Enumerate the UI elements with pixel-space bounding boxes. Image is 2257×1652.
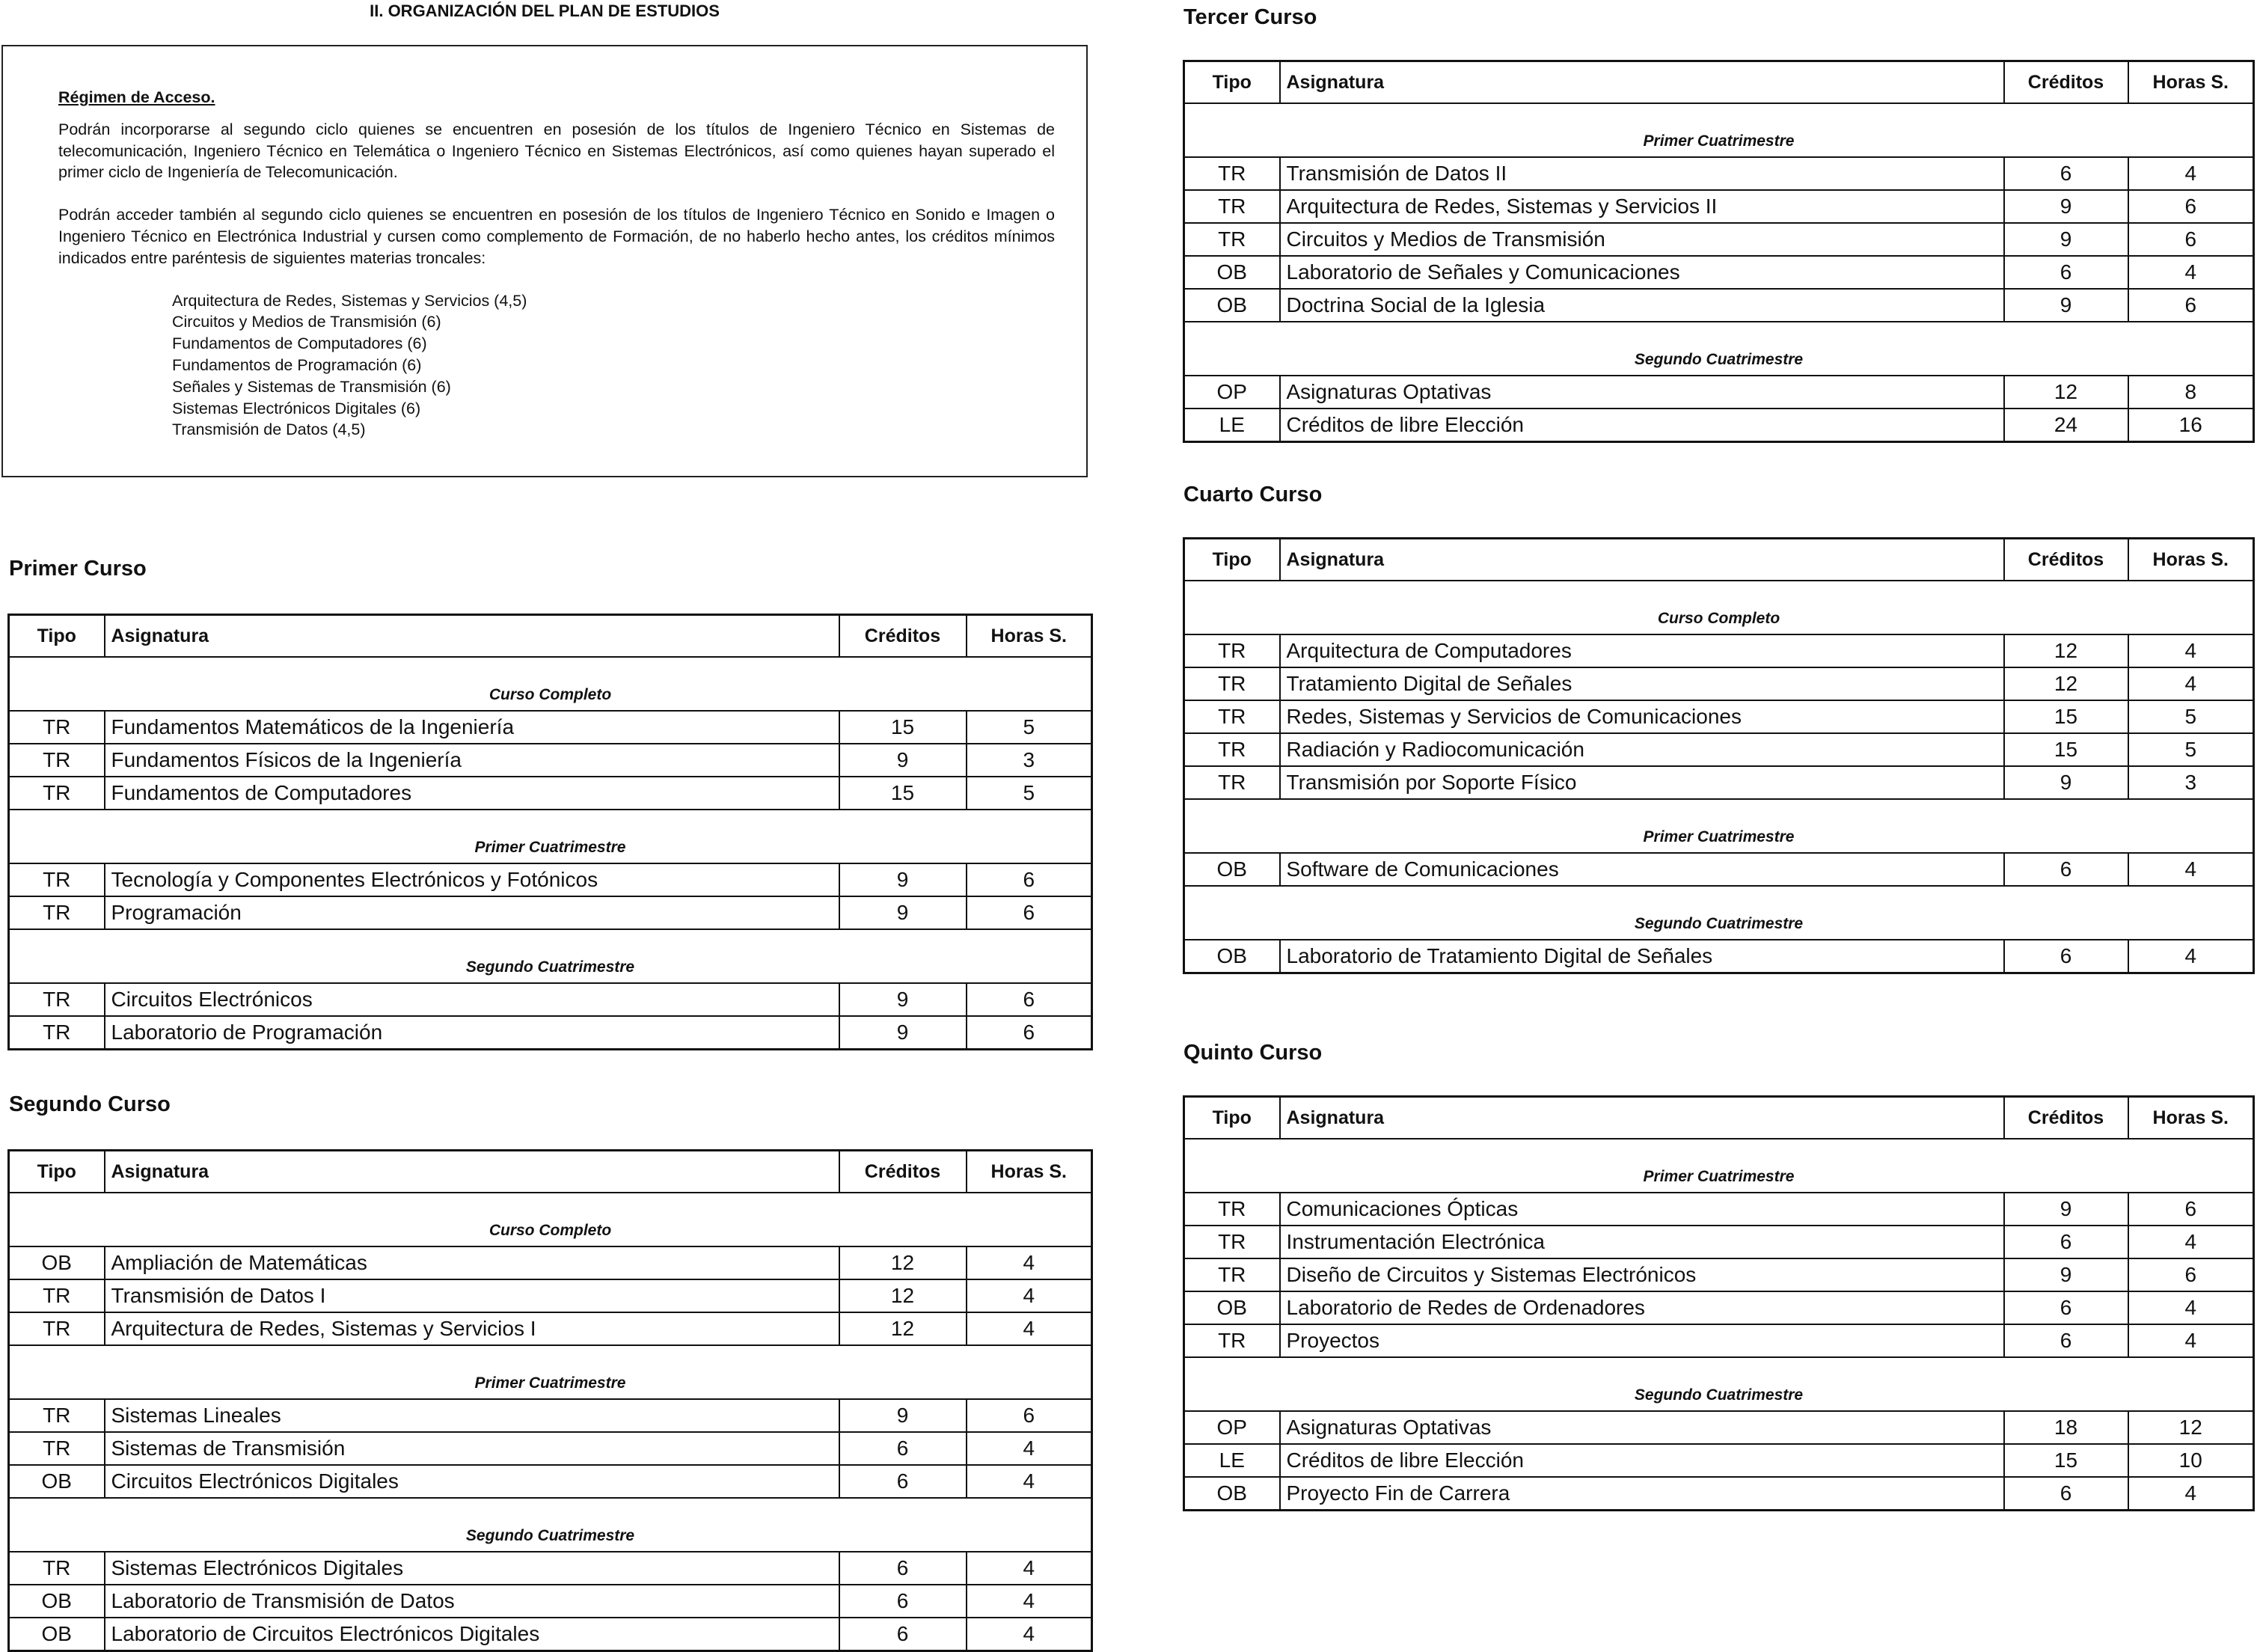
cell-asignatura: Diseño de Circuitos y Sistemas Electrónicos [1280,1258,2004,1291]
cell-tipo: TR [1184,733,1280,766]
cell-asignatura: Créditos de libre Elección [1280,1444,2004,1477]
course-title-segundo: Segundo Curso [9,1092,171,1116]
cell-creditos: 6 [2004,1477,2128,1511]
table-row [1184,157,2254,190]
cell-tipo: OB [1184,940,1280,973]
cell-horas: 6 [967,896,1092,929]
page-title: II. ORGANIZACIÓN DEL PLAN DE ESTUDIOS [370,1,720,20]
cell-tipo: TR [9,1432,105,1465]
section-header-row [1184,322,2254,376]
cell-horas: 4 [2128,1291,2254,1324]
cell-asignatura: Circuitos Electrónicos [105,983,839,1016]
cell-tipo: TR [1184,1324,1280,1357]
cell-creditos: 18 [2004,1411,2128,1444]
table-row [1184,1444,2254,1477]
cell-horas: 4 [967,1465,1092,1498]
header-tipo: Tipo [1184,1097,1280,1139]
cell-creditos: 15 [2004,733,2128,766]
table-row [1184,700,2254,733]
header-creditos: Créditos [839,1151,967,1193]
cell-asignatura: Sistemas Lineales [105,1399,839,1432]
cell-creditos: 6 [839,1618,967,1651]
access-subject-item: Fundamentos de Programación (6) [172,355,422,374]
table-row [1184,667,2254,700]
section-label: Primer Cuatrimestre [1184,799,2254,853]
cell-asignatura: Fundamentos Físicos de la Ingeniería [105,744,839,777]
cell-tipo: OB [1184,1291,1280,1324]
access-subject-item: Señales y Sistemas de Transmisión (6) [172,377,451,396]
access-subject-item: Sistemas Electrónicos Digitales (6) [172,399,421,417]
cell-tipo: TR [1184,1226,1280,1258]
cell-asignatura: Laboratorio de Programación [105,1016,839,1050]
cell-tipo: OB [1184,256,1280,289]
section-header-row [1184,581,2254,634]
header-creditos: Créditos [2004,539,2128,581]
header-creditos: Créditos [2004,1097,2128,1139]
header-tipo: Tipo [9,1151,105,1193]
cell-creditos: 9 [839,983,967,1016]
cell-horas: 6 [2128,223,2254,256]
cell-tipo: TR [9,1016,105,1050]
table-row [9,1246,1092,1279]
table-row [1184,1258,2254,1291]
cell-horas: 3 [967,744,1092,777]
cell-creditos: 12 [2004,634,2128,667]
section-label: Curso Completo [9,1193,1092,1246]
cell-creditos: 9 [2004,1193,2128,1226]
section-label: Primer Cuatrimestre [1184,103,2254,157]
cell-horas: 4 [967,1432,1092,1465]
section-label: Primer Cuatrimestre [9,1345,1092,1399]
section-header-row [9,657,1092,711]
cell-asignatura: Comunicaciones Ópticas [1280,1193,2004,1226]
cell-creditos: 12 [2004,667,2128,700]
access-heading: Régimen de Acceso. [58,88,215,106]
cell-creditos: 12 [839,1279,967,1312]
header-asignatura: Asignatura [1280,1097,2004,1139]
table-row [1184,853,2254,886]
course-table-cuarto [1183,537,2255,974]
course-title-cuarto: Cuarto Curso [1183,483,1323,507]
table-row [9,1432,1092,1465]
cell-creditos: 15 [2004,700,2128,733]
cell-tipo: LE [1184,409,1280,442]
section-label: Primer Cuatrimestre [9,810,1092,863]
section-header-row [1184,886,2254,940]
cell-tipo: OB [1184,1477,1280,1511]
table-row [1184,256,2254,289]
header-tipo: Tipo [1184,61,1280,104]
cell-asignatura: Redes, Sistemas y Servicios de Comunicaciones [1280,700,2004,733]
course-title-tercer: Tercer Curso [1183,5,1317,29]
table-row [9,1585,1092,1618]
cell-creditos: 9 [2004,289,2128,322]
course-title-primer: Primer Curso [9,557,147,581]
section-header-row [1184,799,2254,853]
cell-tipo: OP [1184,376,1280,409]
cell-asignatura: Proyecto Fin de Carrera [1280,1477,2004,1511]
table-row [1184,223,2254,256]
table-row [1184,634,2254,667]
cell-tipo: OB [9,1585,105,1618]
cell-tipo: OB [9,1618,105,1651]
cell-tipo: TR [9,863,105,896]
header-tipo: Tipo [1184,539,1280,581]
cell-asignatura: Transmisión de Datos II [1280,157,2004,190]
cell-creditos: 6 [839,1552,967,1585]
cell-tipo: TR [1184,223,1280,256]
cell-asignatura: Arquitectura de Computadores [1280,634,2004,667]
cell-horas: 4 [2128,667,2254,700]
cell-tipo: TR [9,744,105,777]
cell-asignatura: Laboratorio de Señales y Comunicaciones [1280,256,2004,289]
header-horas: Horas S. [967,1151,1092,1193]
cell-tipo: TR [1184,1193,1280,1226]
section-label: Segundo Cuatrimestre [9,929,1092,983]
header-asignatura: Asignatura [1280,61,2004,104]
section-header-row [1184,1357,2254,1411]
header-tipo: Tipo [9,615,105,658]
cell-creditos: 9 [839,744,967,777]
cell-asignatura: Laboratorio de Tratamiento Digital de Señales [1280,940,2004,973]
table-row [9,896,1092,929]
cell-horas: 6 [2128,1258,2254,1291]
cell-asignatura: Circuitos y Medios de Transmisión [1280,223,2004,256]
cell-tipo: OB [1184,289,1280,322]
cell-asignatura: Sistemas de Transmisión [105,1432,839,1465]
cell-asignatura: Software de Comunicaciones [1280,853,2004,886]
table-row [9,1279,1092,1312]
section-label: Curso Completo [1184,581,2254,634]
table-row [1184,1193,2254,1226]
cell-asignatura: Tecnología y Componentes Electrónicos y Fotónicos [105,863,839,896]
access-regime-box [1,45,1088,477]
cell-asignatura: Radiación y Radiocomunicación [1280,733,2004,766]
cell-horas: 4 [2128,1477,2254,1511]
table-row [1184,766,2254,799]
cell-asignatura: Laboratorio de Transmisión de Datos [105,1585,839,1618]
cell-horas: 5 [2128,700,2254,733]
cell-horas: 4 [967,1312,1092,1345]
header-horas: Horas S. [2128,61,2254,104]
cell-creditos: 9 [2004,1258,2128,1291]
section-label: Segundo Cuatrimestre [1184,886,2254,940]
cell-creditos: 6 [2004,853,2128,886]
cell-creditos: 9 [2004,190,2128,223]
section-header-row [9,929,1092,983]
cell-horas: 4 [967,1279,1092,1312]
cell-tipo: OP [1184,1411,1280,1444]
cell-asignatura: Proyectos [1280,1324,2004,1357]
cell-creditos: 9 [839,1016,967,1050]
header-horas: Horas S. [967,615,1092,658]
table-row [9,1465,1092,1498]
cell-creditos: 9 [2004,223,2128,256]
cell-horas: 6 [967,863,1092,896]
cell-creditos: 6 [2004,1226,2128,1258]
cell-creditos: 6 [839,1432,967,1465]
cell-creditos: 9 [2004,766,2128,799]
table-row [9,777,1092,810]
table-row [9,1016,1092,1050]
section-header-row [9,1498,1092,1552]
cell-asignatura: Ampliación de Matemáticas [105,1246,839,1279]
cell-creditos: 6 [2004,1324,2128,1357]
cell-horas: 4 [2128,157,2254,190]
cell-creditos: 6 [839,1465,967,1498]
cell-creditos: 15 [839,777,967,810]
table-row [9,711,1092,744]
cell-creditos: 6 [2004,1291,2128,1324]
access-paragraph-1: Podrán incorporarse al segundo ciclo quienes se encuentren en posesión de los títulos de Ingeniero Técnico en Sistemas de telecomunicación, Ingeniero Técnico en Telemática o Ingeniero Técnico en Sistemas Electrónicos, así como quienes hayan superado el primer ciclo de Ingeniería de Telecomunicación. [58,120,1055,182]
cell-creditos: 15 [2004,1444,2128,1477]
cell-tipo: TR [1184,667,1280,700]
cell-asignatura: Transmisión de Datos I [105,1279,839,1312]
course-table-quinto [1183,1095,2255,1511]
cell-tipo: TR [1184,700,1280,733]
cell-asignatura: Transmisión por Soporte Físico [1280,766,2004,799]
section-label: Segundo Cuatrimestre [1184,1357,2254,1411]
cell-tipo: TR [9,1312,105,1345]
header-horas: Horas S. [2128,1097,2254,1139]
cell-asignatura: Programación [105,896,839,929]
cell-creditos: 9 [839,863,967,896]
course-table-tercer [1183,60,2255,443]
cell-horas: 4 [967,1246,1092,1279]
cell-asignatura: Laboratorio de Redes de Ordenadores [1280,1291,2004,1324]
course-table-primer [7,614,1093,1050]
table-row [1184,289,2254,322]
cell-horas: 6 [2128,289,2254,322]
table-row [1184,940,2254,973]
cell-horas: 4 [2128,1324,2254,1357]
cell-tipo: OB [1184,853,1280,886]
header-creditos: Créditos [2004,61,2128,104]
cell-asignatura: Sistemas Electrónicos Digitales [105,1552,839,1585]
access-subject-item: Transmisión de Datos (4,5) [172,420,366,439]
cell-creditos: 6 [2004,157,2128,190]
cell-asignatura: Asignaturas Optativas [1280,1411,2004,1444]
access-subject-list [172,290,1055,441]
cell-horas: 6 [967,1016,1092,1050]
table-row [9,863,1092,896]
table-row [9,1618,1092,1651]
section-label: Segundo Cuatrimestre [1184,322,2254,376]
cell-creditos: 12 [839,1246,967,1279]
cell-tipo: OB [9,1246,105,1279]
table-header-row [9,1151,1092,1193]
section-header-row [9,1193,1092,1246]
table-row [1184,1226,2254,1258]
table-header-row [1184,61,2254,104]
table-header-row [1184,1097,2254,1139]
cell-asignatura: Asignaturas Optativas [1280,376,2004,409]
cell-asignatura: Doctrina Social de la Iglesia [1280,289,2004,322]
cell-creditos: 9 [839,896,967,929]
table-header-row [9,615,1092,658]
cell-asignatura: Arquitectura de Redes, Sistemas y Servicios II [1280,190,2004,223]
section-label: Segundo Cuatrimestre [9,1498,1092,1552]
cell-asignatura: Instrumentación Electrónica [1280,1226,2004,1258]
table-row [1184,190,2254,223]
cell-horas: 4 [2128,634,2254,667]
cell-horas: 6 [2128,1193,2254,1226]
header-asignatura: Asignatura [105,615,839,658]
section-header-row [1184,103,2254,157]
cell-creditos: 9 [839,1399,967,1432]
cell-tipo: TR [9,777,105,810]
cell-horas: 4 [967,1585,1092,1618]
course-title-quinto: Quinto Curso [1183,1041,1323,1065]
cell-horas: 4 [2128,853,2254,886]
cell-asignatura: Créditos de libre Elección [1280,409,2004,442]
cell-horas: 4 [2128,1226,2254,1258]
access-subject-item: Fundamentos de Computadores (6) [172,334,427,353]
table-row [9,983,1092,1016]
cell-asignatura: Fundamentos Matemáticos de la Ingeniería [105,711,839,744]
cell-horas: 5 [967,711,1092,744]
cell-horas: 4 [967,1618,1092,1651]
cell-horas: 5 [967,777,1092,810]
cell-horas: 3 [2128,766,2254,799]
cell-tipo: TR [9,983,105,1016]
cell-horas: 5 [2128,733,2254,766]
cell-horas: 6 [967,983,1092,1016]
access-subject-item: Arquitectura de Redes, Sistemas y Servicios (4,5) [172,291,527,310]
cell-tipo: TR [1184,634,1280,667]
cell-tipo: LE [1184,1444,1280,1477]
table-row [1184,409,2254,442]
header-asignatura: Asignatura [105,1151,839,1193]
table-row [1184,1324,2254,1357]
cell-tipo: TR [1184,766,1280,799]
section-label: Primer Cuatrimestre [1184,1139,2254,1193]
course-table-segundo [7,1149,1093,1652]
cell-tipo: TR [9,711,105,744]
cell-asignatura: Laboratorio de Circuitos Electrónicos Digitales [105,1618,839,1651]
cell-creditos: 15 [839,711,967,744]
cell-horas: 4 [2128,940,2254,973]
cell-horas: 12 [2128,1411,2254,1444]
table-row [1184,1291,2254,1324]
cell-tipo: TR [1184,157,1280,190]
cell-asignatura: Circuitos Electrónicos Digitales [105,1465,839,1498]
table-row [1184,733,2254,766]
cell-tipo: TR [9,1552,105,1585]
header-creditos: Créditos [839,615,967,658]
cell-creditos: 24 [2004,409,2128,442]
cell-tipo: OB [9,1465,105,1498]
table-header-row [1184,539,2254,581]
cell-creditos: 6 [2004,940,2128,973]
header-horas: Horas S. [2128,539,2254,581]
cell-horas: 6 [2128,190,2254,223]
table-row [9,1552,1092,1585]
cell-horas: 4 [967,1552,1092,1585]
cell-asignatura: Tratamiento Digital de Señales [1280,667,2004,700]
cell-asignatura: Arquitectura de Redes, Sistemas y Servicios I [105,1312,839,1345]
section-label: Curso Completo [9,657,1092,711]
access-subject-item: Circuitos y Medios de Transmisión (6) [172,313,441,331]
cell-horas: 16 [2128,409,2254,442]
cell-tipo: TR [9,896,105,929]
cell-creditos: 6 [839,1585,967,1618]
cell-tipo: TR [1184,190,1280,223]
cell-tipo: TR [9,1399,105,1432]
table-row [1184,1477,2254,1511]
section-header-row [9,1345,1092,1399]
table-row [1184,376,2254,409]
table-row [9,1399,1092,1432]
cell-asignatura: Fundamentos de Computadores [105,777,839,810]
cell-horas: 10 [2128,1444,2254,1477]
access-paragraph-2: Podrán acceder también al segundo ciclo quienes se encuentren en posesión de los títulos de Ingeniero Técnico en Sonido e Imagen o Ingeniero Técnico en Electrónica Industrial y cursen como complemento de Formación, de no haberlo hecho antes, los créditos mínimos indicados entre paréntesis de siguientes materias troncales: [58,206,1055,267]
cell-tipo: TR [1184,1258,1280,1291]
table-row [9,1312,1092,1345]
header-asignatura: Asignatura [1280,539,2004,581]
cell-horas: 6 [967,1399,1092,1432]
cell-creditos: 6 [2004,256,2128,289]
cell-tipo: TR [9,1279,105,1312]
table-row [1184,1411,2254,1444]
cell-creditos: 12 [839,1312,967,1345]
section-header-row [9,810,1092,863]
cell-creditos: 12 [2004,376,2128,409]
section-header-row [1184,1139,2254,1193]
cell-horas: 8 [2128,376,2254,409]
cell-horas: 4 [2128,256,2254,289]
table-row [9,744,1092,777]
